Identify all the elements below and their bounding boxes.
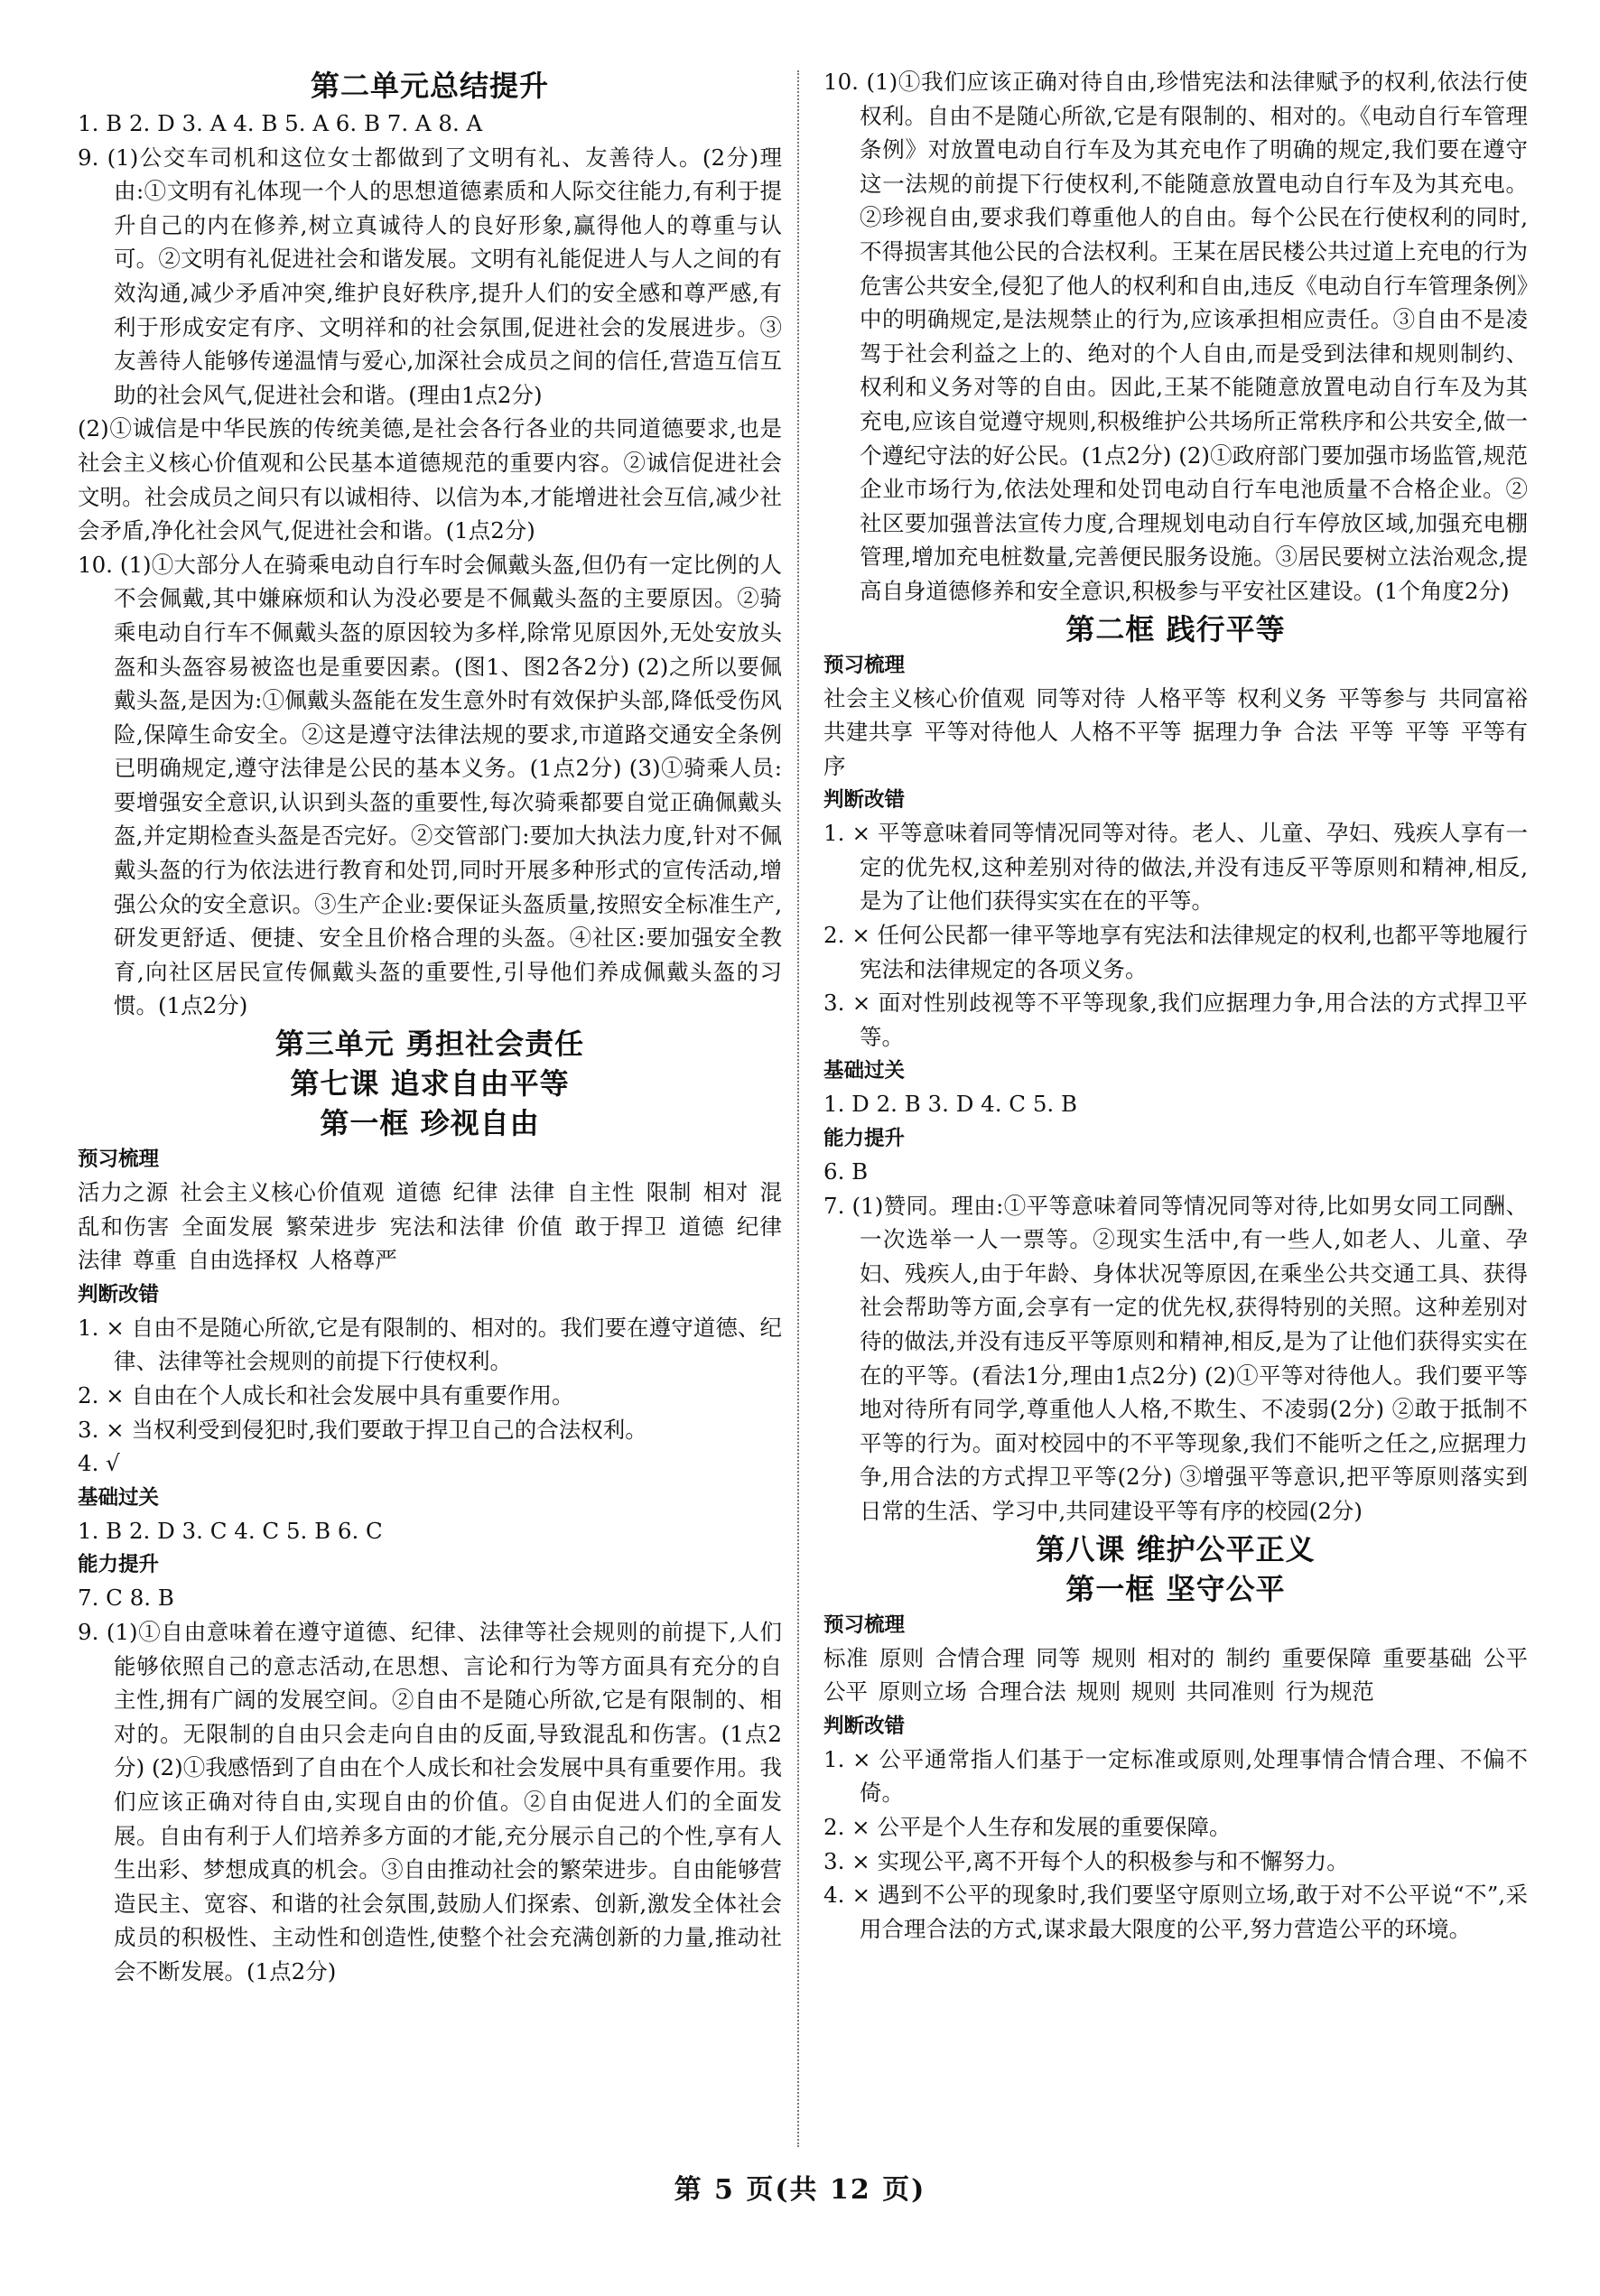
subsection-label: 判断改错 [823, 1714, 906, 1738]
subsection-label: 预习梳理 [823, 653, 906, 677]
answer-paragraph: 1. B 2. D 3. A 4. B 5. A 6. B 7. A 8. A [78, 110, 483, 136]
section-heading: 第七课 追求自由平等 [290, 1066, 570, 1102]
answer-paragraph: 1. × 自由不是随心所欲,它是有限制的、相对的。我们要在遵守道德、纪律、法律等社会规则的前提下行使权利。 [78, 1314, 782, 1375]
answer-paragraph: 2. × 自由在个人成长和社会发展中具有重要作用。 [78, 1382, 574, 1408]
section-heading: 第二框 践行平等 [1065, 611, 1286, 646]
answer-paragraph: 7. (1)赞同。理由:①平等意味着同等情况同等对待,比如男女同工同酬、一次选举一人一票等。②现实生活中,有一些人,如老人、儿童、孕妇、残疾人,由于年龄、身体状况等原因,在乘坐公共交通工具、获得社会帮助等方面,会享有一定的优先权,获得特别的关照。这种差别对待的做法,并没有违反平等原则和精神,相反,是为了让他们获得实实在在的平等。(看法1分,理由1点2分) (2)①平等对待他人。我们要平等地对待所有同学,尊重他人人格,不欺生、不凌弱(2分) ②敢于抵制不平等的行为。面对校园中的不平等现象,我们不能听之任之,应据理力争,用合法的方式捍卫平等(2分) ③增强平等意识,把平等原则落实到日常的生活、学习中,共同建设平等有序的校园(2分) [823, 1192, 1528, 1524]
section-heading: 第二单元总结提升 [310, 69, 549, 103]
answer-paragraph: 2. × 公平是个人生存和发展的重要保障。 [823, 1813, 1232, 1840]
right-column [823, 65, 1528, 1946]
subsection-label: 预习梳理 [823, 1613, 906, 1637]
term-list: 活力之源 社会主义核心价值观 道德 纪律 法律 自主性 限制 相对 混乱和伤害 全面发展 繁荣进步 宪法和法律 价值 敢于捍卫 道德 纪律 法律 尊重 自由选择权 人格尊严 [78, 1179, 782, 1274]
subsection-label: 能力提升 [78, 1553, 160, 1577]
left-column [78, 65, 782, 1989]
answer-paragraph: 6. B [823, 1158, 869, 1185]
answer-paragraph: 3. × 面对性别歧视等不平等现象,我们应据理力争,用合法的方式捍卫平等。 [823, 990, 1528, 1050]
answer-paragraph: 10. (1)①大部分人在骑乘电动自行车时会佩戴头盔,但仍有一定比例的人不会佩戴,其中嫌麻烦和认为没必要是不佩戴头盔的主要原因。②骑乘电动自行车不佩戴头盔的原因较为多样,除常见原因外,无处安放头盔和头盔容易被盗也是重要因素。(图1、图2各2分) (2)之所以要佩戴头盔,是因为:①佩戴头盔能在发生意外时有效保护头部,降低受伤风险,保障生命安全。②这是遵守法律法规的要求,市道路交通安全条例已明确规定,遵守法律是公民的基本义务。(1点2分) (3)①骑乘人员:要增强安全意识,认识到头盔的重要性,每次骑乘都要自觉正确佩戴头盔,并定期检查头盔是否完好。②交管部门:要加大执法力度,针对不佩戴头盔的行为依法进行教育和处罚,同时开展多种形式的宣传活动,增强公众的安全意识。③生产企业:要保证头盔质量,按照安全标准生产,研发更舒适、便捷、安全且价格合理的头盔。④社区:要加强安全教育,向社区居民宣传佩戴头盔的重要性,引导他们养成佩戴头盔的习惯。(1点2分) [78, 551, 782, 1019]
subsection-label: 判断改错 [823, 788, 906, 813]
section-heading: 第八课 维护公平正义 [1036, 1531, 1316, 1566]
answer-paragraph: 2. × 任何公民都一律平等地享有宪法和法律规定的权利,也都平等地履行宪法和法律规定的各项义务。 [823, 922, 1528, 982]
answer-paragraph: 1. × 公平通常指人们基于一定标准或原则,处理事情合情合理、不偏不倚。 [823, 1745, 1528, 1807]
answer-paragraph: 9. (1)①自由意味着在遵守道德、纪律、法律等社会规则的前提下,人们能够依照自己的意志活动,在思想、言论和行为等方面具有充分的自主性,拥有广阔的发展空间。②自由不是随心所欲,它是有限制的、相对的。无限制的自由只会走向自由的反面,导致混乱和伤害。(1点2分) (2)①我感悟到了自由在个人成长和社会发展中具有重要作用。我们应该正确对待自由,实现自由的价值。②自由促进人们的全面发展。自由有利于人们培养多方面的才能,充分展示自己的个性,享有人生出彩、梦想成真的机会。③自由推动社会的繁荣进步。自由能够营造民主、宽容、和谐的社会氛围,鼓励人们探索、创新,激发全体社会成员的积极性、主动性和创造性,使整个社会充满创新的力量,推动社会不断发展。(1点2分) [78, 1618, 782, 1985]
column-divider [797, 70, 799, 2147]
term-list: 标准 原则 合情合理 同等 规则 相对的 制约 重要保障 重要基础 公平 公平 原则立场 合理合法 规则 规则 共同准则 行为规范 [823, 1644, 1528, 1706]
page-footer: 第 5 页(共 12 页) [674, 2174, 926, 2206]
answer-paragraph: 4. × 遇到不公平的现象时,我们要坚守原则立场,敢于对不公平说“不”,采用合理合法的方式,谋求最大限度的公平,努力营造公平的环境。 [823, 1882, 1528, 1942]
answer-paragraph: 9. (1)公交车司机和这位女士都做到了文明有礼、友善待人。(2分)理由:①文明有礼体现一个人的思想道德素质和人际交往能力,有利于提升自己的内在修养,树立真诚待人的良好形象,赢得他人的尊重与认可。②文明有礼促进社会和谐发展。文明有礼能促进人与人之间的有效沟通,减少矛盾冲突,维护良好秩序,提升人们的安全感和尊严感,有利于形成安定有序、文明祥和的社会氛围,促进社会的发展进步。③友善待人能够传递温情与爱心,加深社会成员之间的信任,营造互信互助的社会风气,促进社会和谐。(理由1点2分) [78, 144, 782, 408]
subsection-label: 基础过关 [823, 1059, 906, 1083]
section-heading: 第一框 珍视自由 [320, 1106, 540, 1141]
subsection-label: 基础过关 [78, 1485, 160, 1510]
answer-paragraph: (2)①诚信是中华民族的传统美德,是社会各行各业的共同道德要求,也是社会主义核心价值观和公民基本道德规范的重要内容。②诚信促进社会文明。社会成员之间只有以诚相待、以信为本,才能增进社会互信,减少社会矛盾,净化社会风气,促进社会和谐。(1点2分) [78, 415, 782, 544]
answer-paragraph: 7. C 8. B [78, 1585, 174, 1612]
subsection-label: 预习梳理 [78, 1148, 160, 1172]
answer-paragraph: 1. D 2. B 3. D 4. C 5. B [823, 1091, 1078, 1118]
term-list: 社会主义核心价值观 同等对待 人格平等 权利义务 平等参与 共同富裕 共建共享 平等对待他人 人格不平等 据理力争 合法 平等 平等 平等有序 [823, 684, 1528, 779]
answer-paragraph: 10. (1)①我们应该正确对待自由,珍惜宪法和法律赋予的权利,依法行使权利。自由不是随心所欲,它是有限制的、相对的。《电动自行车管理条例》对放置电动自行车及为其充电作了明确的规定,我们要在遵守这一法规的前提下行使权利,不能随意放置电动自行车及为其充电。②珍视自由,要求我们尊重他人的自由。每个公民在行使权利的同时,不得损害其他公民的合法权利。王某在居民楼公共过道上充电的行为危害公共安全,侵犯了他人的权利和自由,违反《电动自行车管理条例》中的明确规定,是法规禁止的行为,应该承担相应责任。③自由不是凌驾于社会利益之上的、绝对的个人自由,而是受到法律和规则制约、权利和义务对等的自由。因此,王某不能随意放置电动自行车及为其充电,应该自觉遵守规则,积极维护公共场所正常秩序和公共安全,做一个遵纪守法的好公民。(1点2分) (2)①政府部门要加强市场监管,规范企业市场行为,依法处理和处罚电动自行车电池质量不合格企业。②社区要加强普法宣传力度,合理规划电动自行车停放区域,加强充电棚管理,增加充电桩数量,完善便民服务设施。③居民要树立法治观念,提高自身道德修养和安全意识,积极参与平安社区建设。(1个角度2分) [823, 69, 1528, 604]
answer-paragraph: 1. × 平等意味着同等情况同等对待。老人、儿童、孕妇、残疾人享有一定的优先权,这种差别对待的做法,并没有违反平等原则和精神,相反,是为了让他们获得实实在在的平等。 [823, 820, 1528, 915]
section-heading: 第三单元 勇担社会责任 [274, 1027, 585, 1062]
subsection-label: 判断改错 [78, 1282, 160, 1306]
section-heading: 第一框 坚守公平 [1065, 1571, 1286, 1606]
subsection-label: 能力提升 [823, 1127, 906, 1151]
answer-paragraph: 4. √ [78, 1450, 120, 1477]
answer-paragraph: 1. B 2. D 3. C 4. C 5. B 6. C [78, 1517, 383, 1544]
answer-paragraph: 3. × 当权利受到侵犯时,我们要敢于捍卫自己的合法权利。 [78, 1416, 647, 1443]
answer-paragraph: 3. × 实现公平,离不开每个人的积极参与和不懈努力。 [823, 1847, 1349, 1874]
